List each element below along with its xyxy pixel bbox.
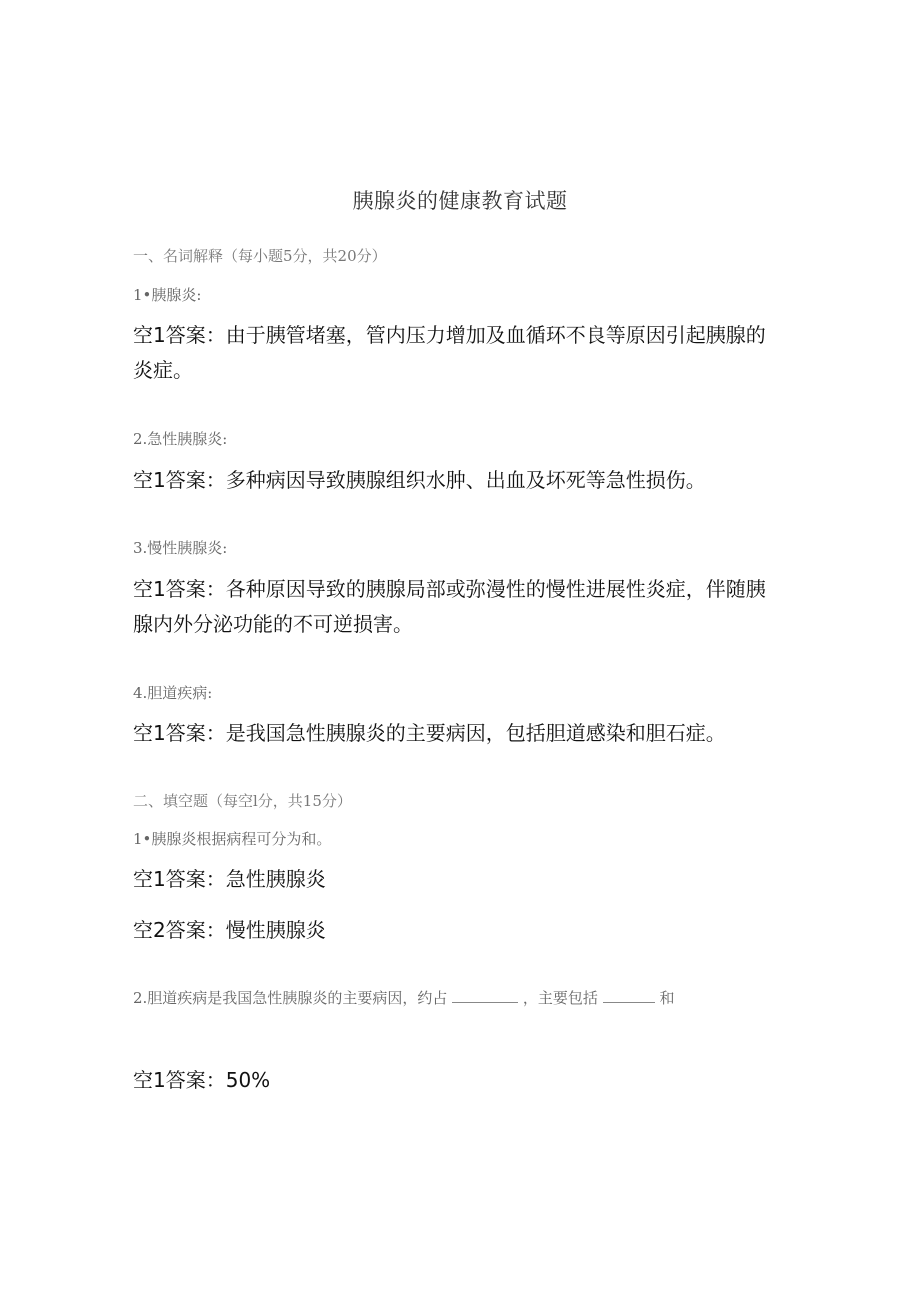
answer-4: 空1答案：是我国急性胰腺炎的主要病因，包括胆道感染和胆石症。 bbox=[133, 721, 726, 745]
question-2: 2.急性胰腺炎: bbox=[133, 430, 228, 448]
answer-2: 空1答案：多种病因导致胰腺组织水肿、出血及坏死等急性损伤。 bbox=[133, 468, 706, 492]
fill-answer-2a: 空1答案：50% bbox=[133, 1068, 271, 1092]
answer-1: 空1答案：由于胰管堵塞，管内压力增加及血循环不良等原因引起胰腺的炎症。 bbox=[133, 323, 766, 382]
question-1: 1•胰腺炎: bbox=[133, 286, 202, 304]
section-heading-fill-in: 二、填空题（每空l分，共15分） bbox=[133, 792, 352, 810]
answer-blank bbox=[452, 988, 518, 1003]
section-heading-definitions: 一、名词解释（每小题5分，共20分） bbox=[133, 247, 387, 265]
fill-question-2-part-1: 2.胆道疾病是我国急性胰腺炎的主要病因，约占 bbox=[133, 989, 448, 1007]
answer-3: 空1答案：各种原因导致的胰腺局部或弥漫性的慢性进展性炎症，伴随胰腺内外分泌功能的不可逆损害。 bbox=[133, 577, 766, 636]
fill-question-2-part-3: 和 bbox=[659, 989, 675, 1007]
fill-question-2 bbox=[133, 987, 674, 1008]
question-3: 3.慢性胰腺炎: bbox=[133, 539, 228, 557]
question-4: 4.胆道疾病: bbox=[133, 684, 213, 702]
fill-question-2-part-2: ，主要包括 bbox=[522, 989, 598, 1007]
document-title: 胰腺炎的健康教育试题 bbox=[352, 189, 568, 213]
fill-question-1: 1•胰腺炎根据病程可分为和。 bbox=[133, 830, 332, 848]
fill-answer-1a: 空1答案：急性胰腺炎 bbox=[133, 867, 326, 891]
answer-blank bbox=[603, 988, 655, 1003]
fill-answer-1b: 空2答案：慢性胰腺炎 bbox=[133, 918, 326, 942]
